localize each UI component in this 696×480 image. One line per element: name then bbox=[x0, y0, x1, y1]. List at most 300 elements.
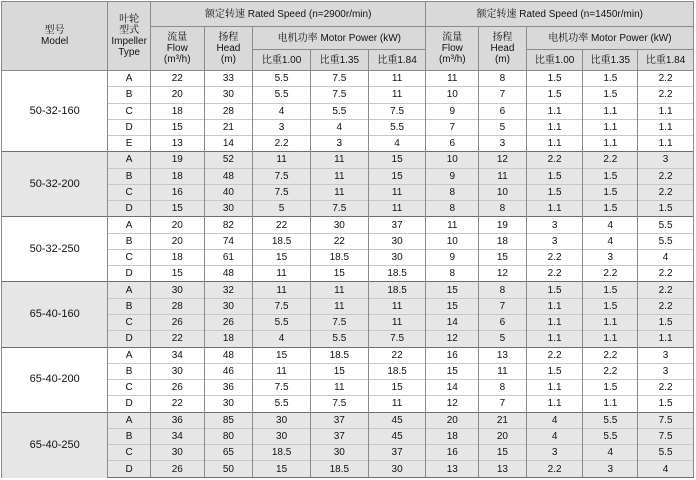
power-1450-sg184-cell: 2.2 bbox=[638, 87, 694, 103]
power-1450-sg135-cell: 1.5 bbox=[583, 71, 638, 87]
flow-2900-cell: 13 bbox=[150, 136, 204, 152]
sg-1-35-header: 比重1.35 bbox=[583, 50, 638, 71]
power-2900-sg135-cell: 11 bbox=[310, 298, 368, 314]
flow-1450-cell: 15 bbox=[426, 282, 479, 298]
power-2900-sg135-cell: 7.5 bbox=[310, 314, 368, 330]
head-1450-cell: 12 bbox=[479, 266, 527, 282]
head-header-en: Head bbox=[490, 43, 515, 54]
flow-2900-cell: 22 bbox=[150, 71, 204, 87]
head-2900-cell: 82 bbox=[204, 217, 253, 233]
power-2900-sg135-cell: 11 bbox=[310, 152, 368, 168]
power-2900-sg100-cell: 15 bbox=[253, 249, 311, 265]
power-2900-sg135-cell: 7.5 bbox=[310, 87, 368, 103]
model-header-cn: 型号 bbox=[44, 25, 65, 36]
flow-1450-cell: 10 bbox=[426, 233, 479, 249]
power-1450-sg184-cell: 3 bbox=[638, 363, 694, 379]
head-1450-cell: 7 bbox=[479, 396, 527, 412]
motor-power-header-2900: 电机功率 Motor Power (kW) bbox=[253, 27, 426, 50]
power-1450-sg135-cell: 2.2 bbox=[583, 363, 638, 379]
power-2900-sg184-cell: 11 bbox=[368, 298, 426, 314]
power-2900-sg135-cell: 11 bbox=[310, 168, 368, 184]
power-1450-sg100-cell: 1.1 bbox=[526, 119, 583, 135]
flow-2900-cell: 28 bbox=[150, 298, 204, 314]
table-row bbox=[2, 71, 694, 87]
power-2900-sg100-cell: 15 bbox=[253, 347, 311, 363]
head-header-en: Head bbox=[216, 43, 241, 54]
power-1450-sg184-cell: 1.5 bbox=[638, 201, 694, 217]
sg-1-00-header: 比重1.00 bbox=[526, 50, 583, 71]
flow-2900-cell: 30 bbox=[150, 282, 204, 298]
head-1450-cell: 7 bbox=[479, 298, 527, 314]
impeller-type-cell: B bbox=[108, 363, 151, 379]
flow-1450-cell: 12 bbox=[426, 331, 479, 347]
power-1450-sg184-cell: 3 bbox=[638, 347, 694, 363]
head-1450-cell: 7 bbox=[479, 87, 527, 103]
power-2900-sg184-cell: 18.5 bbox=[368, 266, 426, 282]
power-1450-sg184-cell: 4 bbox=[638, 461, 694, 478]
power-1450-sg184-cell: 7.5 bbox=[638, 428, 694, 444]
power-2900-sg135-cell: 5.5 bbox=[310, 103, 368, 119]
power-1450-sg135-cell: 3 bbox=[583, 461, 638, 478]
power-2900-sg135-cell: 3 bbox=[310, 136, 368, 152]
power-1450-sg135-cell: 4 bbox=[583, 217, 638, 233]
impeller-type-cell: C bbox=[108, 380, 151, 396]
power-2900-sg100-cell: 5.5 bbox=[253, 396, 311, 412]
head-2900-cell: 48 bbox=[204, 168, 253, 184]
head-1450-cell: 11 bbox=[479, 168, 527, 184]
power-2900-sg135-cell: 7.5 bbox=[310, 201, 368, 217]
power-2900-sg135-cell: 18.5 bbox=[310, 461, 368, 478]
power-2900-sg184-cell: 22 bbox=[368, 347, 426, 363]
power-1450-sg100-cell: 1.5 bbox=[526, 168, 583, 184]
power-1450-sg184-cell: 2.2 bbox=[638, 168, 694, 184]
power-2900-sg135-cell: 11 bbox=[310, 184, 368, 200]
power-1450-sg100-cell: 2.2 bbox=[526, 347, 583, 363]
power-2900-sg135-cell: 30 bbox=[310, 445, 368, 461]
power-2900-sg135-cell: 18.5 bbox=[310, 249, 368, 265]
power-1450-sg184-cell: 1.1 bbox=[638, 103, 694, 119]
flow-header-1450 bbox=[426, 27, 479, 71]
impeller-type-cell: B bbox=[108, 168, 151, 184]
sg-1-35-header: 比重1.35 bbox=[310, 50, 368, 71]
head-1450-cell: 15 bbox=[479, 445, 527, 461]
head-1450-cell: 3 bbox=[479, 136, 527, 152]
power-2900-sg135-cell: 15 bbox=[310, 363, 368, 379]
power-2900-sg135-cell: 4 bbox=[310, 119, 368, 135]
head-2900-cell: 30 bbox=[204, 396, 253, 412]
flow-header-en: Flow bbox=[166, 43, 188, 54]
head-2900-cell: 85 bbox=[204, 412, 253, 428]
flow-1450-cell: 14 bbox=[426, 380, 479, 396]
power-2900-sg184-cell: 11 bbox=[368, 314, 426, 330]
head-1450-cell: 6 bbox=[479, 314, 527, 330]
impeller-type-cell: A bbox=[108, 347, 151, 363]
head-1450-cell: 10 bbox=[479, 184, 527, 200]
head-2900-cell: 28 bbox=[204, 103, 253, 119]
power-2900-sg100-cell: 7.5 bbox=[253, 298, 311, 314]
impeller-type-cell: C bbox=[108, 249, 151, 265]
head-2900-cell: 30 bbox=[204, 201, 253, 217]
impeller-type-cell: B bbox=[108, 298, 151, 314]
flow-2900-cell: 26 bbox=[150, 461, 204, 478]
flow-1450-cell: 12 bbox=[426, 396, 479, 412]
power-1450-sg100-cell: 4 bbox=[526, 412, 583, 428]
power-2900-sg184-cell: 37 bbox=[368, 445, 426, 461]
head-1450-cell: 13 bbox=[479, 461, 527, 478]
power-1450-sg135-cell: 2.2 bbox=[583, 347, 638, 363]
power-1450-sg100-cell: 1.5 bbox=[526, 87, 583, 103]
power-2900-sg100-cell: 2.2 bbox=[253, 136, 311, 152]
power-1450-sg135-cell: 1.1 bbox=[583, 103, 638, 119]
flow-header-unit: (m³/h) bbox=[163, 54, 191, 65]
sg-1-84-header: 比重1.84 bbox=[368, 50, 426, 71]
flow-1450-cell: 16 bbox=[426, 445, 479, 461]
rated-speed-2900-header: 额定转速 Rated Speed (n=2900r/min) bbox=[150, 2, 426, 27]
power-1450-sg184-cell: 1.5 bbox=[638, 314, 694, 330]
power-2900-sg184-cell: 11 bbox=[368, 71, 426, 87]
power-2900-sg100-cell: 30 bbox=[253, 412, 311, 428]
flow-1450-cell: 6 bbox=[426, 136, 479, 152]
power-2900-sg135-cell: 11 bbox=[310, 380, 368, 396]
power-1450-sg184-cell: 1.1 bbox=[638, 136, 694, 152]
flow-header-unit: (m³/h) bbox=[438, 54, 466, 65]
sg-1-84-header: 比重1.84 bbox=[638, 50, 694, 71]
impeller-type-cell: D bbox=[108, 119, 151, 135]
flow-1450-cell: 18 bbox=[426, 428, 479, 444]
head-2900-cell: 46 bbox=[204, 363, 253, 379]
power-1450-sg135-cell: 1.5 bbox=[583, 201, 638, 217]
power-2900-sg100-cell: 7.5 bbox=[253, 380, 311, 396]
power-1450-sg100-cell: 1.1 bbox=[526, 331, 583, 347]
power-2900-sg184-cell: 11 bbox=[368, 201, 426, 217]
power-2900-sg100-cell: 18.5 bbox=[253, 233, 311, 249]
head-1450-cell: 8 bbox=[479, 201, 527, 217]
power-2900-sg184-cell: 15 bbox=[368, 168, 426, 184]
head-header-unit: (m) bbox=[220, 54, 236, 65]
power-1450-sg100-cell: 1.5 bbox=[526, 184, 583, 200]
power-1450-sg184-cell: 2.2 bbox=[638, 184, 694, 200]
power-1450-sg135-cell: 1.5 bbox=[583, 168, 638, 184]
head-1450-cell: 8 bbox=[479, 380, 527, 396]
power-1450-sg184-cell: 5.5 bbox=[638, 217, 694, 233]
power-1450-sg184-cell: 2.2 bbox=[638, 71, 694, 87]
impeller-type-cell: D bbox=[108, 396, 151, 412]
flow-header-en: Flow bbox=[441, 43, 463, 54]
table-body bbox=[2, 71, 694, 478]
head-2900-cell: 65 bbox=[204, 445, 253, 461]
impeller-type-cell: D bbox=[108, 461, 151, 478]
power-1450-sg184-cell: 2.2 bbox=[638, 282, 694, 298]
head-2900-cell: 52 bbox=[204, 152, 253, 168]
flow-1450-cell: 11 bbox=[426, 217, 479, 233]
power-2900-sg184-cell: 30 bbox=[368, 461, 426, 478]
power-2900-sg184-cell: 18.5 bbox=[368, 363, 426, 379]
impeller-header-cn2: 型式 bbox=[119, 25, 140, 36]
pump-performance-table bbox=[1, 1, 694, 478]
power-1450-sg135-cell: 4 bbox=[583, 233, 638, 249]
flow-2900-cell: 36 bbox=[150, 412, 204, 428]
flow-2900-cell: 16 bbox=[150, 184, 204, 200]
power-1450-sg100-cell: 1.5 bbox=[526, 71, 583, 87]
impeller-type-cell: A bbox=[108, 71, 151, 87]
power-2900-sg135-cell: 5.5 bbox=[310, 331, 368, 347]
flow-1450-cell: 8 bbox=[426, 201, 479, 217]
table-row bbox=[2, 152, 694, 168]
table-row bbox=[2, 282, 694, 298]
power-1450-sg100-cell: 4 bbox=[526, 428, 583, 444]
power-2900-sg135-cell: 15 bbox=[310, 266, 368, 282]
head-1450-cell: 19 bbox=[479, 217, 527, 233]
flow-1450-cell: 8 bbox=[426, 184, 479, 200]
power-1450-sg100-cell: 1.5 bbox=[526, 363, 583, 379]
power-1450-sg100-cell: 2.2 bbox=[526, 249, 583, 265]
power-2900-sg184-cell: 4 bbox=[368, 136, 426, 152]
flow-1450-cell: 10 bbox=[426, 87, 479, 103]
power-1450-sg184-cell: 2.2 bbox=[638, 380, 694, 396]
head-1450-cell: 5 bbox=[479, 119, 527, 135]
model-cell: 50-32-250 bbox=[2, 217, 108, 282]
power-2900-sg100-cell: 5.5 bbox=[253, 314, 311, 330]
power-2900-sg184-cell: 15 bbox=[368, 380, 426, 396]
flow-2900-cell: 18 bbox=[150, 168, 204, 184]
head-2900-cell: 21 bbox=[204, 119, 253, 135]
head-header-cn: 扬程 bbox=[492, 32, 513, 43]
power-1450-sg135-cell: 1.5 bbox=[583, 298, 638, 314]
head-2900-cell: 48 bbox=[204, 347, 253, 363]
flow-2900-cell: 18 bbox=[150, 249, 204, 265]
power-2900-sg100-cell: 7.5 bbox=[253, 184, 311, 200]
power-1450-sg135-cell: 1.1 bbox=[583, 136, 638, 152]
flow-2900-cell: 15 bbox=[150, 201, 204, 217]
flow-1450-cell: 15 bbox=[426, 363, 479, 379]
head-2900-cell: 30 bbox=[204, 298, 253, 314]
power-2900-sg100-cell: 7.5 bbox=[253, 168, 311, 184]
power-2900-sg100-cell: 5 bbox=[253, 201, 311, 217]
head-2900-cell: 14 bbox=[204, 136, 253, 152]
model-cell: 65-40-200 bbox=[2, 347, 108, 412]
impeller-type-cell: C bbox=[108, 445, 151, 461]
head-header-cn: 扬程 bbox=[218, 32, 239, 43]
head-header-unit: (m) bbox=[494, 54, 510, 65]
head-2900-cell: 40 bbox=[204, 184, 253, 200]
power-1450-sg135-cell: 2.2 bbox=[583, 266, 638, 282]
flow-2900-cell: 15 bbox=[150, 119, 204, 135]
power-1450-sg100-cell: 3 bbox=[526, 233, 583, 249]
power-1450-sg100-cell: 1.1 bbox=[526, 396, 583, 412]
power-2900-sg100-cell: 30 bbox=[253, 428, 311, 444]
impeller-header-en2: Type bbox=[118, 47, 140, 58]
head-2900-cell: 61 bbox=[204, 249, 253, 265]
head-1450-cell: 13 bbox=[479, 347, 527, 363]
impeller-type-cell: D bbox=[108, 266, 151, 282]
head-1450-cell: 8 bbox=[479, 71, 527, 87]
head-1450-cell: 8 bbox=[479, 282, 527, 298]
power-2900-sg135-cell: 37 bbox=[310, 412, 368, 428]
flow-1450-cell: 10 bbox=[426, 152, 479, 168]
impeller-type-cell: C bbox=[108, 314, 151, 330]
power-2900-sg100-cell: 22 bbox=[253, 217, 311, 233]
flow-2900-cell: 22 bbox=[150, 396, 204, 412]
power-1450-sg135-cell: 1.5 bbox=[583, 282, 638, 298]
head-1450-cell: 12 bbox=[479, 152, 527, 168]
head-2900-cell: 48 bbox=[204, 266, 253, 282]
power-2900-sg184-cell: 15 bbox=[368, 152, 426, 168]
model-cell: 65-40-160 bbox=[2, 282, 108, 347]
power-1450-sg100-cell: 1.1 bbox=[526, 103, 583, 119]
power-2900-sg100-cell: 4 bbox=[253, 103, 311, 119]
power-2900-sg184-cell: 18.5 bbox=[368, 282, 426, 298]
flow-header-cn: 流量 bbox=[442, 32, 463, 43]
flow-2900-cell: 26 bbox=[150, 314, 204, 330]
table-row bbox=[2, 217, 694, 233]
head-1450-cell: 6 bbox=[479, 103, 527, 119]
flow-1450-cell: 16 bbox=[426, 347, 479, 363]
power-1450-sg184-cell: 7.5 bbox=[638, 412, 694, 428]
impeller-type-cell: D bbox=[108, 201, 151, 217]
power-1450-sg135-cell: 1.1 bbox=[583, 119, 638, 135]
head-2900-cell: 30 bbox=[204, 87, 253, 103]
flow-2900-cell: 22 bbox=[150, 331, 204, 347]
power-1450-sg184-cell: 5.5 bbox=[638, 445, 694, 461]
head-2900-cell: 50 bbox=[204, 461, 253, 478]
power-1450-sg100-cell: 3 bbox=[526, 445, 583, 461]
power-1450-sg135-cell: 4 bbox=[583, 445, 638, 461]
rated-speed-1450-header: 额定转速 Rated Speed (n=1450r/min) bbox=[426, 2, 694, 27]
power-1450-sg135-cell: 1.1 bbox=[583, 331, 638, 347]
head-2900-cell: 26 bbox=[204, 314, 253, 330]
table-row bbox=[2, 347, 694, 363]
model-cell: 65-40-250 bbox=[2, 412, 108, 477]
impeller-type-cell: E bbox=[108, 136, 151, 152]
power-1450-sg135-cell: 1.5 bbox=[583, 380, 638, 396]
power-2900-sg100-cell: 15 bbox=[253, 461, 311, 478]
flow-1450-cell: 9 bbox=[426, 168, 479, 184]
flow-1450-cell: 7 bbox=[426, 119, 479, 135]
flow-header-cn: 流量 bbox=[167, 32, 188, 43]
flow-1450-cell: 8 bbox=[426, 266, 479, 282]
power-2900-sg184-cell: 7.5 bbox=[368, 103, 426, 119]
model-cell: 50-32-200 bbox=[2, 152, 108, 217]
power-1450-sg135-cell: 2.2 bbox=[583, 152, 638, 168]
impeller-type-cell: B bbox=[108, 233, 151, 249]
power-2900-sg100-cell: 11 bbox=[253, 152, 311, 168]
power-1450-sg184-cell: 2.2 bbox=[638, 298, 694, 314]
impeller-type-cell: B bbox=[108, 428, 151, 444]
power-1450-sg135-cell: 5.5 bbox=[583, 428, 638, 444]
flow-2900-cell: 30 bbox=[150, 363, 204, 379]
head-2900-cell: 18 bbox=[204, 331, 253, 347]
power-2900-sg135-cell: 11 bbox=[310, 282, 368, 298]
flow-2900-cell: 34 bbox=[150, 428, 204, 444]
impeller-type-cell: A bbox=[108, 282, 151, 298]
flow-2900-cell: 30 bbox=[150, 445, 204, 461]
power-2900-sg100-cell: 5.5 bbox=[253, 71, 311, 87]
impeller-type-cell: D bbox=[108, 331, 151, 347]
power-1450-sg135-cell: 1.5 bbox=[583, 87, 638, 103]
table-row bbox=[2, 412, 694, 428]
power-1450-sg100-cell: 1.1 bbox=[526, 380, 583, 396]
power-1450-sg100-cell: 1.5 bbox=[526, 282, 583, 298]
flow-1450-cell: 15 bbox=[426, 298, 479, 314]
power-2900-sg135-cell: 30 bbox=[310, 217, 368, 233]
head-header-1450 bbox=[479, 27, 527, 71]
power-1450-sg100-cell: 2.2 bbox=[526, 152, 583, 168]
flow-1450-cell: 9 bbox=[426, 249, 479, 265]
power-1450-sg135-cell: 1.5 bbox=[583, 184, 638, 200]
model-header bbox=[2, 2, 108, 71]
flow-1450-cell: 14 bbox=[426, 314, 479, 330]
power-2900-sg100-cell: 11 bbox=[253, 363, 311, 379]
power-1450-sg135-cell: 1.1 bbox=[583, 314, 638, 330]
power-1450-sg100-cell: 2.2 bbox=[526, 461, 583, 478]
impeller-header-cn: 叶轮 bbox=[119, 14, 140, 25]
power-2900-sg135-cell: 7.5 bbox=[310, 71, 368, 87]
power-2900-sg184-cell: 11 bbox=[368, 184, 426, 200]
power-1450-sg135-cell: 3 bbox=[583, 249, 638, 265]
power-2900-sg135-cell: 18.5 bbox=[310, 347, 368, 363]
model-header-en: Model bbox=[41, 36, 69, 47]
impeller-type-cell: B bbox=[108, 87, 151, 103]
power-1450-sg100-cell: 1.1 bbox=[526, 136, 583, 152]
impeller-header bbox=[108, 2, 151, 71]
power-2900-sg100-cell: 5.5 bbox=[253, 87, 311, 103]
flow-2900-cell: 19 bbox=[150, 152, 204, 168]
power-2900-sg184-cell: 30 bbox=[368, 249, 426, 265]
head-2900-cell: 80 bbox=[204, 428, 253, 444]
head-1450-cell: 11 bbox=[479, 363, 527, 379]
power-1450-sg184-cell: 1.1 bbox=[638, 119, 694, 135]
power-1450-sg135-cell: 5.5 bbox=[583, 412, 638, 428]
head-1450-cell: 18 bbox=[479, 233, 527, 249]
power-2900-sg184-cell: 45 bbox=[368, 412, 426, 428]
power-1450-sg184-cell: 2.2 bbox=[638, 266, 694, 282]
impeller-header-en1: Impeller bbox=[111, 36, 147, 47]
power-1450-sg184-cell: 3 bbox=[638, 152, 694, 168]
head-2900-cell: 74 bbox=[204, 233, 253, 249]
flow-1450-cell: 20 bbox=[426, 412, 479, 428]
power-1450-sg100-cell: 2.2 bbox=[526, 266, 583, 282]
head-1450-cell: 21 bbox=[479, 412, 527, 428]
flow-2900-cell: 15 bbox=[150, 266, 204, 282]
power-2900-sg135-cell: 7.5 bbox=[310, 396, 368, 412]
power-2900-sg100-cell: 18.5 bbox=[253, 445, 311, 461]
power-2900-sg184-cell: 11 bbox=[368, 87, 426, 103]
flow-header-2900 bbox=[150, 27, 204, 71]
flow-1450-cell: 13 bbox=[426, 461, 479, 478]
model-cell: 50-32-160 bbox=[2, 71, 108, 152]
impeller-type-cell: A bbox=[108, 412, 151, 428]
flow-2900-cell: 34 bbox=[150, 347, 204, 363]
power-2900-sg100-cell: 11 bbox=[253, 282, 311, 298]
sg-1-00-header: 比重1.00 bbox=[253, 50, 311, 71]
head-1450-cell: 15 bbox=[479, 249, 527, 265]
power-2900-sg135-cell: 37 bbox=[310, 428, 368, 444]
head-1450-cell: 20 bbox=[479, 428, 527, 444]
power-1450-sg135-cell: 1.1 bbox=[583, 396, 638, 412]
power-2900-sg100-cell: 11 bbox=[253, 266, 311, 282]
power-1450-sg100-cell: 1.1 bbox=[526, 201, 583, 217]
power-1450-sg100-cell: 1.1 bbox=[526, 298, 583, 314]
flow-2900-cell: 18 bbox=[150, 103, 204, 119]
impeller-type-cell: A bbox=[108, 152, 151, 168]
power-2900-sg100-cell: 4 bbox=[253, 331, 311, 347]
head-2900-cell: 36 bbox=[204, 380, 253, 396]
head-1450-cell: 5 bbox=[479, 331, 527, 347]
power-1450-sg184-cell: 4 bbox=[638, 249, 694, 265]
impeller-type-cell: C bbox=[108, 184, 151, 200]
power-1450-sg184-cell: 1.5 bbox=[638, 396, 694, 412]
power-2900-sg100-cell: 3 bbox=[253, 119, 311, 135]
